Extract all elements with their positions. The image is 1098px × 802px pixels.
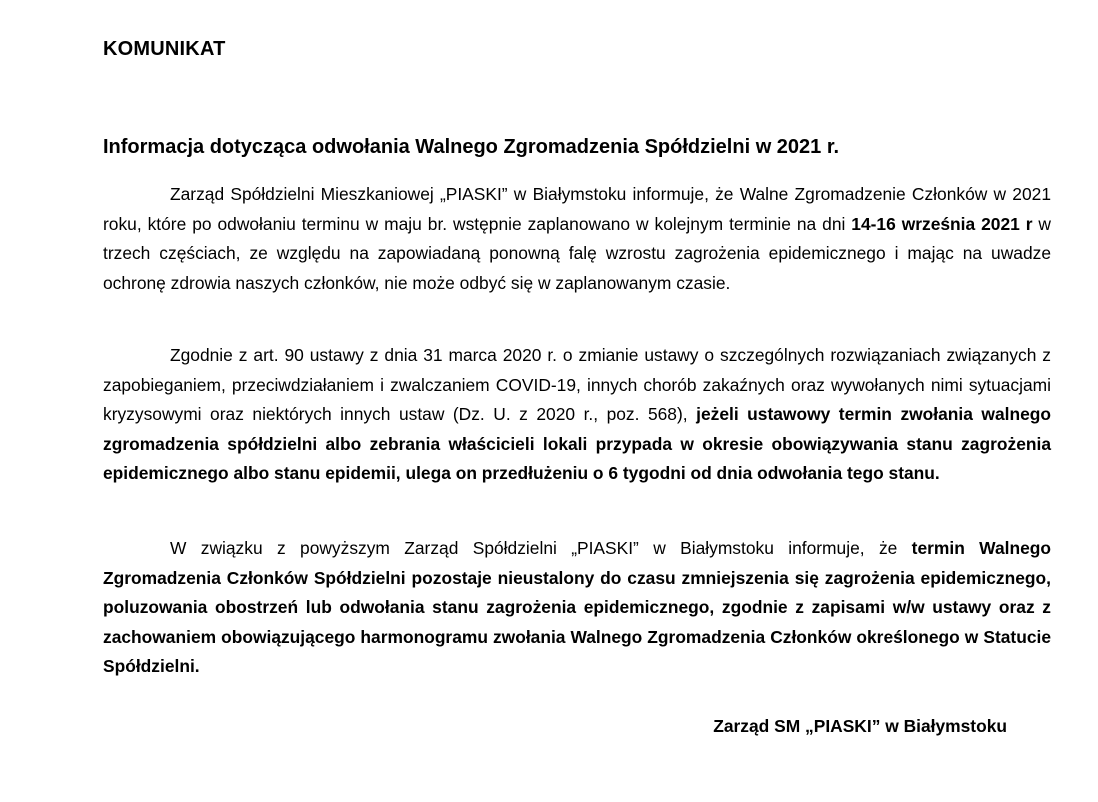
paragraph-1-dates: 14-16 września 2021 r bbox=[851, 213, 1033, 234]
document-heading: KOMUNIKAT bbox=[103, 38, 226, 60]
paragraph-3-bold: termin Walnego Zgromadzenia Członków Spółdzielni pozostaje nieustalony do czasu zmniejszenia się zagrożenia epidemicznego, poluzowania obostrzeń lub odwołania stanu zagrożenia epidemicznego, zgodnie z zapisami w/w ustawy oraz z zachowaniem obowiązującego harmonogramu zwołania Walnego Zgromadzenia Członków określonego w Statucie Spółdzielni. bbox=[103, 538, 1051, 676]
paragraph-1-text-b: w trzech częściach, ze względu na zapowiadaną ponowną falę wzrostu zagrożenia epidemicznego i mając na uwadze ochronę zdrowia naszych członków, nie może odbyć się w zaplanowanym czasie. bbox=[103, 213, 1051, 293]
document-title: Informacja dotycząca odwołania Walnego Zgromadzenia Spółdzielni w 2021 r. bbox=[103, 136, 840, 158]
paragraph-3 bbox=[103, 534, 1051, 682]
paragraph-3-text-a: W związku z powyższym Zarząd Spółdzielni „PIASKI” w Białymstoku informuje, że bbox=[170, 538, 912, 558]
paragraph-1-text-a: Zarząd Spółdzielni Mieszkaniowej „PIASKI” w Białymstoku informuje, że Walne Zgromadzenie Członków w 2021 roku, które po odwołaniu terminu w maju br. wstępnie zaplanowano w kolejnym terminie na dni bbox=[103, 184, 1051, 234]
paragraph-1 bbox=[103, 180, 1051, 298]
signature: Zarząd SM „PIASKI” w Białymstoku bbox=[713, 716, 1007, 736]
paragraph-2-bold: jeżeli ustawowy termin zwołania walnego zgromadzenia spółdzielni albo zebrania właścicieli lokali przypada w okresie obowiązywania stanu zagrożenia epidemicznego albo stanu epidemii, ulega on przedłużeniu o 6 tygodni od dnia odwołania tego stanu. bbox=[103, 404, 1052, 483]
paragraph-2-text-a: Zgodnie z art. 90 ustawy z dnia 31 marca 2020 r. o zmianie ustawy o szczególnych rozwiązaniach związanych z zapobieganiem, przeciwdziałaniem i zwalczaniem COVID-19, innych chorób zakaźnych oraz wywołanych nimi sytuacjami kryzysowymi oraz niektórych innych ustaw (Dz. U. z 2020 r., poz. 568), bbox=[103, 345, 1051, 424]
paragraph-2 bbox=[103, 341, 1051, 489]
